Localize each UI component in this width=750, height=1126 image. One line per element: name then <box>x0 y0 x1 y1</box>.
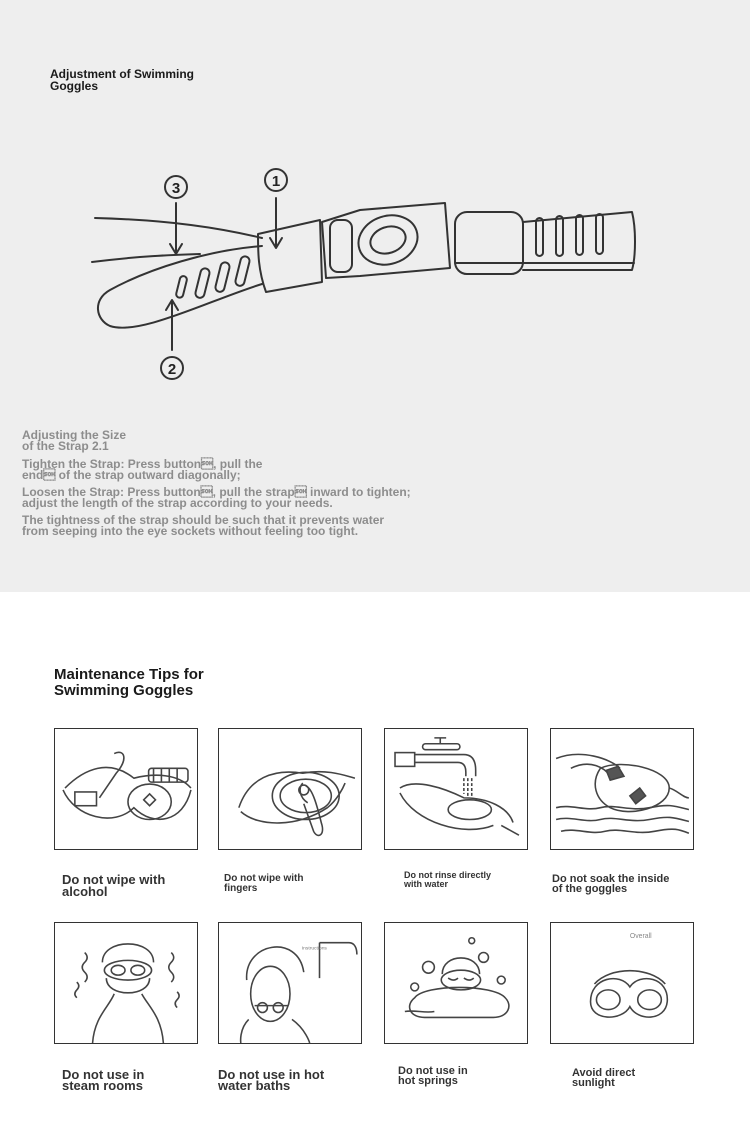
bath-tile-label: Instructions <box>301 946 327 952</box>
finger-wipe-icon <box>218 728 362 850</box>
faucet-rinse-icon <box>384 728 528 850</box>
strap-diagram <box>0 150 750 390</box>
tip-caption-8: Avoid direct sunlight <box>572 1067 636 1089</box>
hot-bath-icon <box>218 922 362 1044</box>
tip-caption-2: Do not wipe with fingers <box>224 873 304 894</box>
sunlight-goggles-icon <box>550 922 694 1044</box>
tighten-instruction: Tighten the Strap: Press button, pull the end of the strap outward diagonally; <box>22 457 263 482</box>
tip-caption-7: Do not use in hot springs <box>398 1065 468 1087</box>
marker-2: 2 <box>167 361 177 378</box>
tightness-note: The tightness of the strap should be such that it prevents water from seeping into the eye sockets without feeling too tight. <box>22 513 385 538</box>
sun-tile-label: Overall <box>629 932 652 940</box>
tip-caption-6: Do not use in hot water baths <box>218 1067 325 1093</box>
hot-spring-icon <box>384 922 528 1044</box>
marker-3: 3 <box>171 180 181 197</box>
soak-goggles-icon <box>550 728 694 850</box>
tip-caption-5: Do not use in steam rooms <box>62 1067 145 1093</box>
alcohol-spray-icon <box>54 728 198 850</box>
size-heading: Adjusting the Size of the Strap 2.1 <box>22 428 127 453</box>
tip-caption-1: Do not wipe with alcohol <box>62 872 166 899</box>
loosen-instruction: Loosen the Strap: Press button, pull the strap inward to tighten; adjust the length of the strap according to your needs. <box>22 485 411 510</box>
tip-caption-3: Do not rinse directly with water <box>404 870 492 889</box>
tip-caption-4: Do not soak the inside of the goggles <box>552 873 670 895</box>
steam-room-icon <box>54 922 198 1044</box>
marker-1: 1 <box>271 173 281 190</box>
adjustment-title: Adjustment of Swimming Goggles <box>50 67 194 93</box>
maintenance-title: Maintenance Tips for Swimming Goggles <box>54 666 204 699</box>
